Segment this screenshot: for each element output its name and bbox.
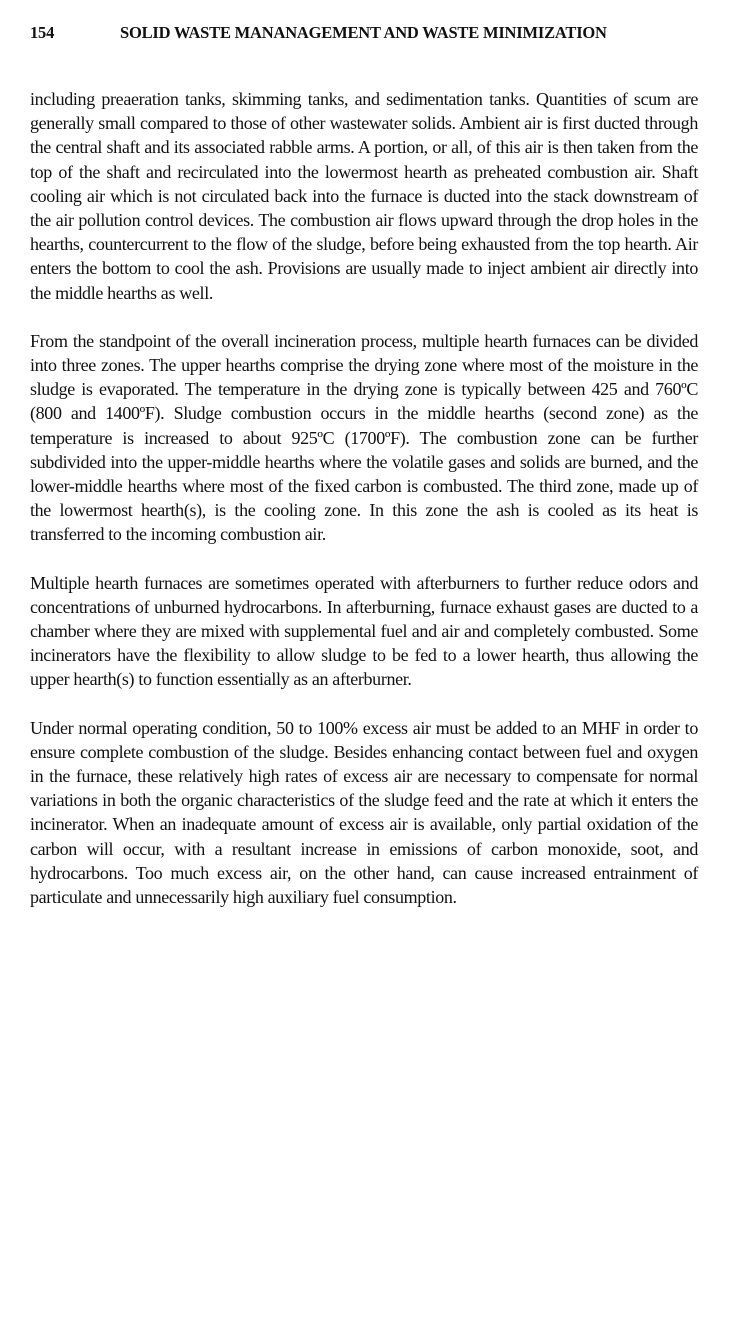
running-head	[30, 22, 700, 44]
paragraph-three-zones: From the standpoint of the overall incineration process, multiple hearth furnaces can be divided into three zones. The upper hearths comprise the drying zone where most of the moisture in the sludge is evaporated. The temperature in the drying zone is typically between 425 and 760ºC (800 and 1400ºF). Sludge combustion occurs in the middle hearths (second zone) as the temperature is increased to about 925ºC (1700ºF). The combustion zone can be further subdivided into the upper-middle hearths where the volatile gases and solids are burned, and the lower-middle hearths where most of the fixed carbon is combusted. The third zone, made up of the lowermost hearth(s), is the cooling zone. In this zone the ash is cooled as its heat is transferred to the incoming combustion air.	[30, 330, 698, 545]
body-text	[30, 87, 698, 933]
page-number: 154	[30, 23, 55, 42]
paragraph-excess-air: Under normal operating condition, 50 to 100% excess air must be added to an MHF in order to ensure complete combustion of the sludge. Besides enhancing contact between fuel and oxygen in the furnace, these relatively high rates of excess air are necessary to compensate for normal variations in both the organic characteristics of the sludge feed and the rate at which it enters the incinerator. When an inadequate amount of excess air is available, only partial oxidation of the carbon will occur, with a resultant increase in emissions of carbon monoxide, soot, and hydrocarbons. Too much excess air, on the other hand, can cause increased entrainment of particulate and unnecessarily high auxiliary fuel consumption.	[30, 717, 698, 908]
running-title: SOLID WASTE MANANAGEMENT AND WASTE MINIMIZATION	[120, 23, 607, 42]
paragraph-afterburners: Multiple hearth furnaces are sometimes operated with afterburners to further reduce odors and concentrations of unburned hydrocarbons. In afterburning, furnace exhaust gases are ducted to a chamber where they are mixed with supplemental fuel and air and completely combusted. Some incinerators have the flexibility to allow sludge to be fed to a lower hearth, thus allowing the upper hearth(s) to function essentially as an afterburner.	[30, 572, 698, 690]
paragraph-continuation-air-flow: including preaeration tanks, skimming tanks, and sedimentation tanks. Quantities of scum are generally small compared to those of other wastewater solids. Ambient air is first ducted through the central shaft and its associated rabble arms. A portion, or all, of this air is then taken from the top of the shaft and recirculated into the lowermost hearth as preheated combustion air. Shaft cooling air which is not circulated back into the furnace is ducted into the stack downstream of the air pollution control devices. The combustion air flows upward through the drop holes in the hearths, countercurrent to the flow of the sludge, before being exhausted from the top hearth. Air enters the bottom to cool the ash. Provisions are usually made to inject ambient air directly into the middle hearths as well.	[30, 89, 698, 303]
